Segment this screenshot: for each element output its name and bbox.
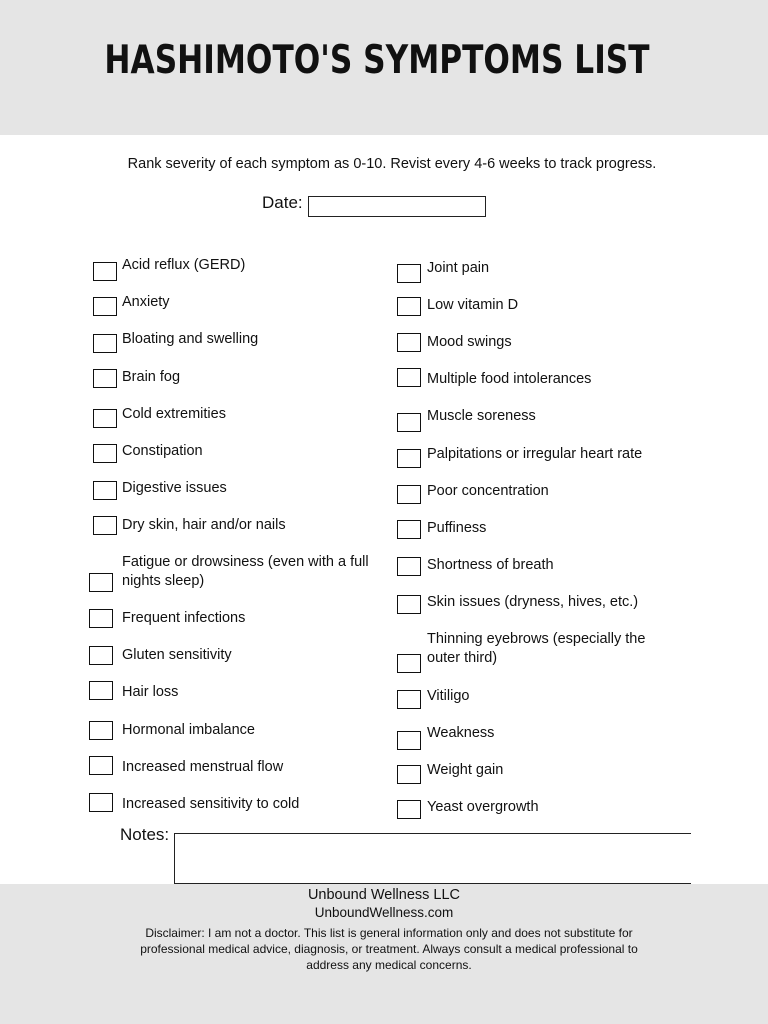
symptom-label: Anxiety xyxy=(122,294,170,310)
symptom-label: Dry skin, hair and/or nails xyxy=(122,517,286,533)
symptom-label: Weight gain xyxy=(427,762,504,778)
symptom-checkbox[interactable] xyxy=(397,485,421,504)
symptom-label: Shortness of breath xyxy=(427,557,554,573)
symptom-label: Acid reflux (GERD) xyxy=(122,257,246,273)
symptom-checkbox[interactable] xyxy=(397,765,421,784)
symptom-label: Weakness xyxy=(427,725,495,741)
symptom-checkbox[interactable] xyxy=(93,334,117,353)
symptom-checkbox[interactable] xyxy=(397,413,421,432)
symptom-checkbox[interactable] xyxy=(397,731,421,750)
symptom-label: Frequent infections xyxy=(122,610,246,626)
symptom-label: Vitiligo xyxy=(427,688,470,704)
symptom-checkbox[interactable] xyxy=(93,297,117,316)
symptom-checkbox[interactable] xyxy=(93,516,117,535)
symptom-checkbox[interactable] xyxy=(93,481,117,500)
website-link[interactable]: UnboundWellness.com xyxy=(314,905,454,920)
symptom-label: Increased sensitivity to cold xyxy=(122,796,300,812)
symptom-label: Constipation xyxy=(122,443,203,459)
symptom-checkbox[interactable] xyxy=(89,609,113,628)
symptom-checkbox[interactable] xyxy=(89,721,113,740)
page-title: HASHIMOTO'S SYMPTOMS LIST xyxy=(104,38,650,83)
symptom-label: Multiple food intolerances xyxy=(427,371,592,387)
symptom-label: Digestive issues xyxy=(122,480,227,496)
symptom-checkbox[interactable] xyxy=(397,800,421,819)
symptom-checkbox[interactable] xyxy=(397,520,421,539)
symptom-checkbox[interactable] xyxy=(89,756,113,775)
disclaimer-text: Disclaimer: I am not a doctor. This list is general information only and does not substitute for professional medical advice, diagnosis, or treatment. Always consult a medical professional to address any medical concerns. xyxy=(140,926,638,972)
symptom-label: Joint pain xyxy=(427,260,490,276)
symptom-label: Skin issues (dryness, hives, etc.) xyxy=(427,594,639,610)
header-banner xyxy=(0,0,768,135)
symptom-checkbox[interactable] xyxy=(397,654,421,673)
symptom-checkbox[interactable] xyxy=(397,449,421,468)
symptom-checkbox[interactable] xyxy=(93,409,117,428)
symptom-label: Hormonal imbalance xyxy=(122,722,255,738)
symptom-label: Hair loss xyxy=(122,684,179,700)
symptom-checkbox[interactable] xyxy=(397,690,421,709)
symptom-label: Cold extremities xyxy=(122,406,226,422)
symptom-label: Brain fog xyxy=(122,369,181,385)
symptom-label: Palpitations or irregular heart rate xyxy=(427,446,643,462)
notes-input[interactable] xyxy=(174,833,691,884)
symptom-checkbox[interactable] xyxy=(89,793,113,812)
symptom-label: Puffiness xyxy=(427,520,487,536)
footer xyxy=(0,884,768,1024)
symptom-label: Gluten sensitivity xyxy=(122,647,232,663)
symptom-checkbox[interactable] xyxy=(397,333,421,352)
symptom-checkbox[interactable] xyxy=(93,444,117,463)
symptom-checkbox[interactable] xyxy=(397,297,421,316)
symptom-label: Thinning eyebrows (especially the outer third) xyxy=(427,631,646,666)
symptom-label: Poor concentration xyxy=(427,483,549,499)
symptom-label: Increased menstrual flow xyxy=(122,759,284,775)
symptom-label: Yeast overgrowth xyxy=(427,799,539,815)
symptom-checkbox[interactable] xyxy=(89,573,113,592)
symptom-label: Bloating and swelling xyxy=(122,331,259,347)
symptom-checkbox[interactable] xyxy=(397,595,421,614)
symptom-checkbox[interactable] xyxy=(93,369,117,388)
symptom-checkbox[interactable] xyxy=(397,264,421,283)
symptom-checkbox[interactable] xyxy=(397,557,421,576)
symptom-label: Fatigue or drowsiness (even with a full nights sleep) xyxy=(122,554,369,589)
symptom-checkbox[interactable] xyxy=(93,262,117,281)
symptom-label: Mood swings xyxy=(427,334,512,350)
symptom-label: Muscle soreness xyxy=(427,408,536,424)
date-label: Date: xyxy=(262,193,303,212)
notes-label: Notes: xyxy=(120,825,170,844)
instructions-text: Rank severity of each symptom as 0-10. Revist every 4-6 weeks to track progress. xyxy=(127,156,657,172)
symptom-label: Low vitamin D xyxy=(427,297,519,313)
symptom-checkbox[interactable] xyxy=(89,646,113,665)
symptom-checkbox[interactable] xyxy=(89,681,113,700)
company-name: Unbound Wellness LLC xyxy=(307,887,461,903)
date-input[interactable] xyxy=(308,196,486,217)
symptom-checkbox[interactable] xyxy=(397,368,421,387)
